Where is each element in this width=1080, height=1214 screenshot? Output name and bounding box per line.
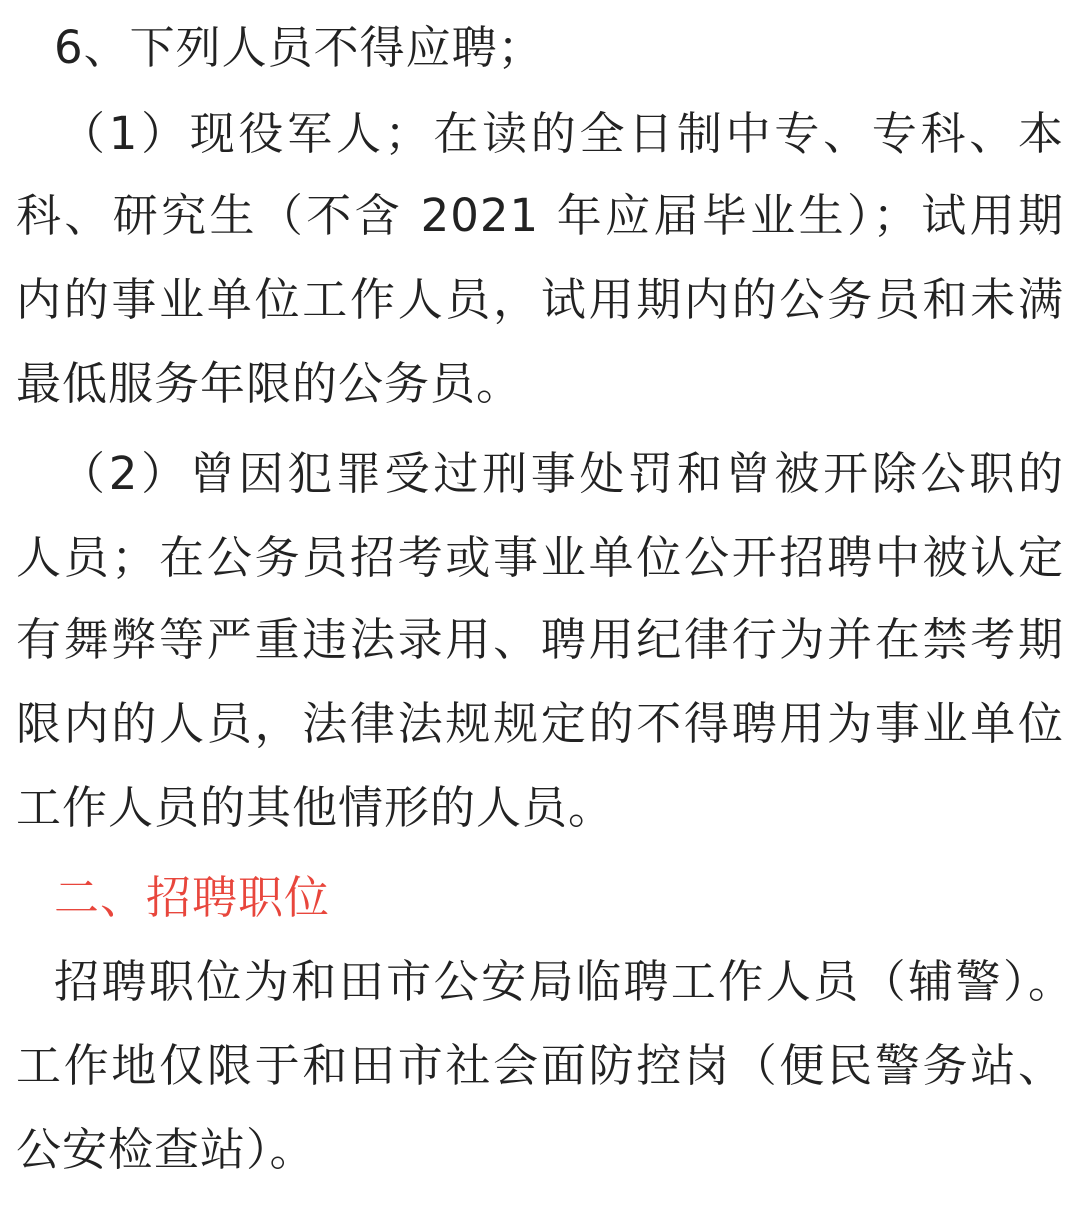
clause1-line-4: 最低服务年限的公务员。 [16, 357, 523, 410]
clause2-line-1: （2）曾因犯罪受过刑事处罚和曾被开除公职的 [60, 447, 1064, 500]
item6-title: 6、下列人员不得应聘； [54, 21, 544, 74]
section2-line-3: 公安检查站）。 [16, 1123, 316, 1176]
clause1-line-2: 科、研究生（不含 2021 年应届毕业生）；试用期 [16, 189, 1064, 242]
clause1-line-3: 内的事业单位工作人员，试用期内的公务员和未满 [16, 273, 1064, 326]
clause2-line-2: 人员；在公务员招考或事业单位公开招聘中被认定 [16, 531, 1064, 584]
section2-line-2: 工作地仅限于和田市社会面防控岗（便民警务站、 [16, 1039, 1064, 1092]
section2-heading: 二、招聘职位 [54, 871, 331, 924]
section2-line-1: 招聘职位为和田市公安局临聘工作人员（辅警）。 [54, 955, 1074, 1008]
clause2-line-3: 有舞弊等严重违法录用、聘用纪律行为并在禁考期 [16, 613, 1064, 666]
clause1-line-1: （1）现役军人；在读的全日制中专、专科、本 [60, 107, 1064, 160]
clause2-line-4: 限内的人员，法律法规规定的不得聘用为事业单位 [16, 697, 1064, 750]
clause2-line-5: 工作人员的其他情形的人员。 [16, 781, 615, 834]
